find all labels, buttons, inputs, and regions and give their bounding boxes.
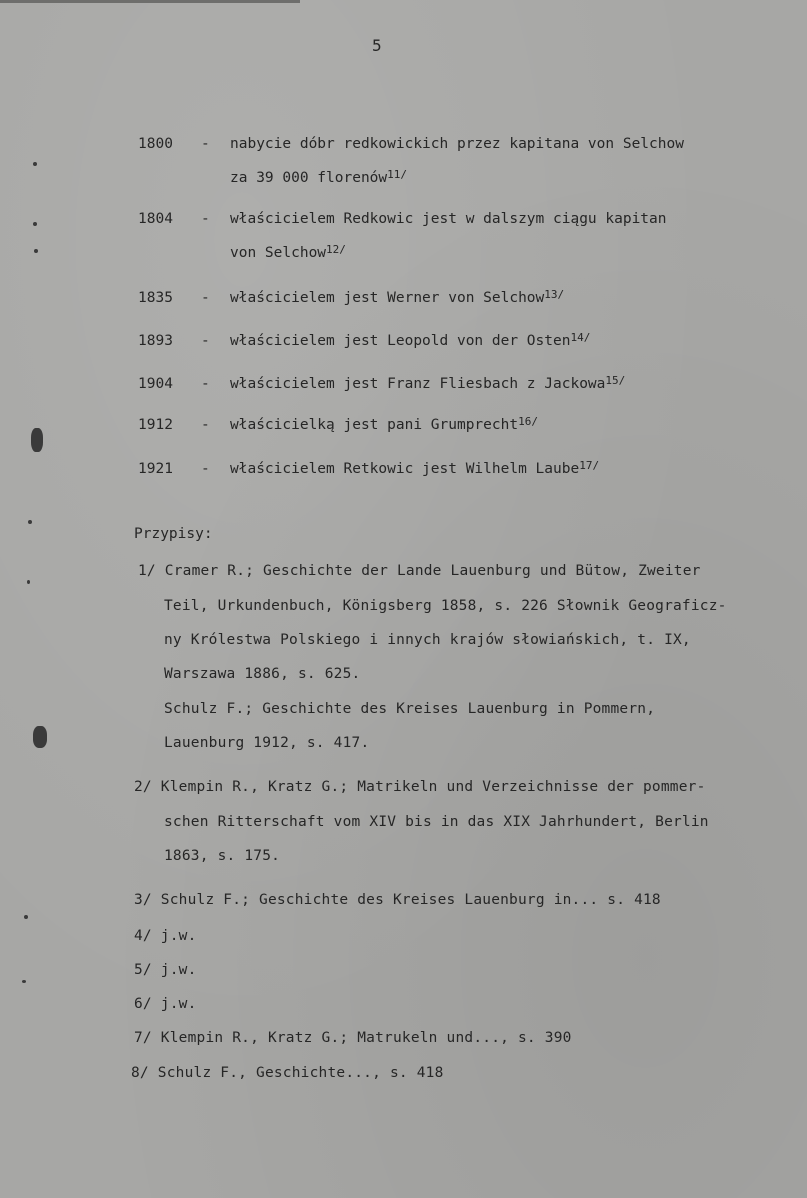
entry-text-line bbox=[230, 417, 538, 433]
entry-text-line bbox=[230, 376, 625, 392]
entry-text-line bbox=[230, 333, 590, 349]
entry-year: 1921 bbox=[138, 461, 173, 477]
entry-year: 1804 bbox=[138, 211, 173, 227]
entry-dash: - bbox=[201, 333, 210, 349]
scan-mark bbox=[34, 249, 38, 253]
entry-text-line bbox=[230, 290, 564, 306]
entry-year: 1893 bbox=[138, 333, 173, 349]
entry-dash: - bbox=[201, 211, 210, 227]
entry-text: nabycie dóbr redkowickich przez kapitana von Selchow bbox=[230, 136, 684, 152]
scan-mark bbox=[27, 580, 30, 584]
entry-text: von Selchow bbox=[230, 245, 327, 261]
entry-year: 1800 bbox=[138, 136, 173, 152]
entry-dash: - bbox=[201, 290, 210, 306]
entry-dash: - bbox=[201, 136, 210, 152]
footnote-line: 2/ Klempin R., Kratz G.; Matrikeln und Verzeichnisse der pommer- bbox=[134, 779, 706, 795]
scan-top-edge bbox=[0, 0, 300, 3]
footnote-line: 3/ Schulz F.; Geschichte des Kreises Lauenburg in... s. 418 bbox=[134, 892, 661, 908]
entry-text: właścicielem Retkowic jest Wilhelm Laube bbox=[230, 461, 580, 477]
scan-mark bbox=[33, 222, 37, 226]
entry-text: właścicielem jest Leopold von der Osten bbox=[230, 333, 571, 349]
footnote-line: 7/ Klempin R., Kratz G.; Matrukeln und..., s. 390 bbox=[134, 1030, 572, 1046]
page-number: 5 bbox=[372, 36, 382, 55]
entry-text-continued bbox=[230, 245, 346, 261]
entry-year: 1835 bbox=[138, 290, 173, 306]
entry-dash: - bbox=[201, 376, 210, 392]
punch-hole-mark bbox=[33, 726, 47, 748]
scan-mark bbox=[33, 162, 37, 166]
footnote-ref: 17/ bbox=[579, 459, 600, 472]
footnote-ref: 14/ bbox=[570, 331, 591, 344]
scan-mark bbox=[28, 520, 32, 524]
footnote-line: Teil, Urkundenbuch, Königsberg 1858, s. 226 Słownik Geograficz- bbox=[164, 598, 727, 614]
entry-text-continued bbox=[230, 170, 407, 186]
footnote-ref: 13/ bbox=[544, 288, 565, 301]
entry-text-line bbox=[230, 461, 599, 477]
entry-year: 1912 bbox=[138, 417, 173, 433]
entry-text: za 39 000 florenów bbox=[230, 170, 388, 186]
scan-mark bbox=[22, 980, 26, 983]
footnote-line: 1863, s. 175. bbox=[164, 848, 281, 864]
footnote-line: 1/ Cramer R.; Geschichte der Lande Lauenburg und Bütow, Zweiter bbox=[138, 563, 701, 579]
footnote-line: 8/ Schulz F., Geschichte..., s. 418 bbox=[131, 1065, 444, 1081]
entry-text: właścicielem jest Franz Fliesbach z Jackowa bbox=[230, 376, 606, 392]
entry-text: właścicielem jest Werner von Selchow bbox=[230, 290, 545, 306]
scan-mark bbox=[24, 915, 28, 919]
footnote-line: schen Ritterschaft vom XIV bis in das XIX Jahrhundert, Berlin bbox=[164, 814, 709, 830]
footnote-line: Lauenburg 1912, s. 417. bbox=[164, 735, 370, 751]
footnote-line: Schulz F.; Geschichte des Kreises Lauenburg in Pommern, bbox=[164, 701, 656, 717]
footnote-ref: 12/ bbox=[326, 243, 346, 256]
entry-text: właścicielką jest pani Grumprecht bbox=[230, 417, 519, 433]
punch-hole-mark bbox=[31, 428, 43, 452]
footnote-line: ny Królestwa Polskiego i innych krajów słowiańskich, t. IX, bbox=[164, 632, 691, 648]
footnote-line: 5/ j.w. bbox=[134, 962, 197, 978]
footnotes-heading: Przypisy: bbox=[134, 526, 213, 542]
footnote-ref: 15/ bbox=[605, 374, 626, 387]
footnote-line: 6/ j.w. bbox=[134, 996, 197, 1012]
footnote-line: 4/ j.w. bbox=[134, 928, 197, 944]
entry-dash: - bbox=[201, 417, 210, 433]
footnote-ref: 16/ bbox=[518, 415, 538, 428]
footnote-line: Warszawa 1886, s. 625. bbox=[164, 666, 361, 682]
footnote-ref: 11/ bbox=[387, 168, 408, 181]
entry-year: 1904 bbox=[138, 376, 173, 392]
entry-text: właścicielem Redkowic jest w dalszym ciągu kapitan bbox=[230, 211, 667, 227]
entry-dash: - bbox=[201, 461, 210, 477]
